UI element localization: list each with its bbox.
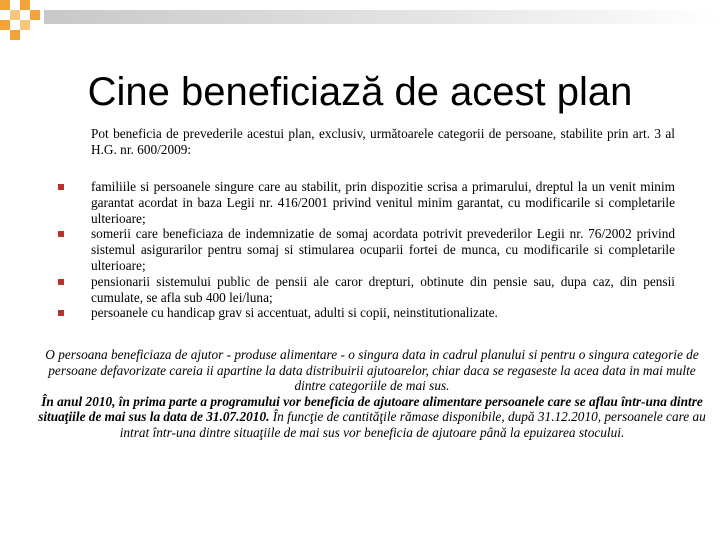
note-2010-bold: În anul 2010, în prima parte a programului vor beneficia de ajutoare alimentare persoanele care se aflau într-una dintre situaţiile de mai sus la data de 31.07.2010. (38, 393, 703, 425)
slide-title: Cine beneficiază de acest plan (87, 70, 633, 114)
list-item (0, 179, 720, 226)
bullet-list (0, 179, 720, 321)
bullet-text: somerii care beneficiaza de indemnizatie de somaj acordata potrivit prevederilor Legii nr. 76/2002 privind sistemul asigurarilor pentru somaj si stimularea ocuparii fortei de munca, cu modificarile si completarile ulterioare; (91, 226, 675, 273)
header-decoration (0, 0, 720, 50)
list-item (0, 226, 720, 273)
bullet-text: pensionarii sistemului public de pensii ale caror drepturi, obtinute din pensie sau, dupa caz, din pensii cumulate, se afla sub 400 lei/luna; (91, 273, 675, 305)
note-2010-rest: În funcţie de cantităţile rămase disponibile, după 31.12.2010, persoanele care au intrat într-una dintre situaţiile de mai sus vor beneficia de ajutoare până la epuizarea stocului. (119, 409, 706, 440)
square-bullet-icon (58, 231, 64, 237)
bullet-text: persoanele cu handicap grav si accentuat, adulti si copii, neinstitutionalizate. (91, 305, 498, 321)
square-bullet-icon (58, 184, 64, 190)
bullet-text: familiile si persoanele singure care au stabilit, prin dispozitie scrisa a primarului, dreptul la un venit minim garantat acordat in baza Legii nr. 416/2001 privind venitul minim garantat, cu modificarile si completarile ulterioare; (91, 179, 675, 226)
list-item (0, 274, 720, 306)
notes-block (36, 347, 708, 441)
square-bullet-icon (58, 279, 64, 285)
list-item (0, 305, 720, 321)
square-bullet-icon (58, 310, 64, 316)
note-2010-program (36, 394, 708, 441)
intro-paragraph: Pot beneficia de prevederile acestui plan, exclusiv, următoarele categorii de persoane, stabilite prin art. 3 al H.G. nr. 600/2009: (91, 126, 675, 157)
note-single-benefit: O persoana beneficiaza de ajutor - produse alimentare - o singura data in cadrul planului si pentru o singura categorie de persoane defavorizate careia ii apartine la data distribuirii ajutoarelor, chiar daca se regaseste la acea data in mai multe dintre categoriile de mai sus. (45, 347, 699, 394)
